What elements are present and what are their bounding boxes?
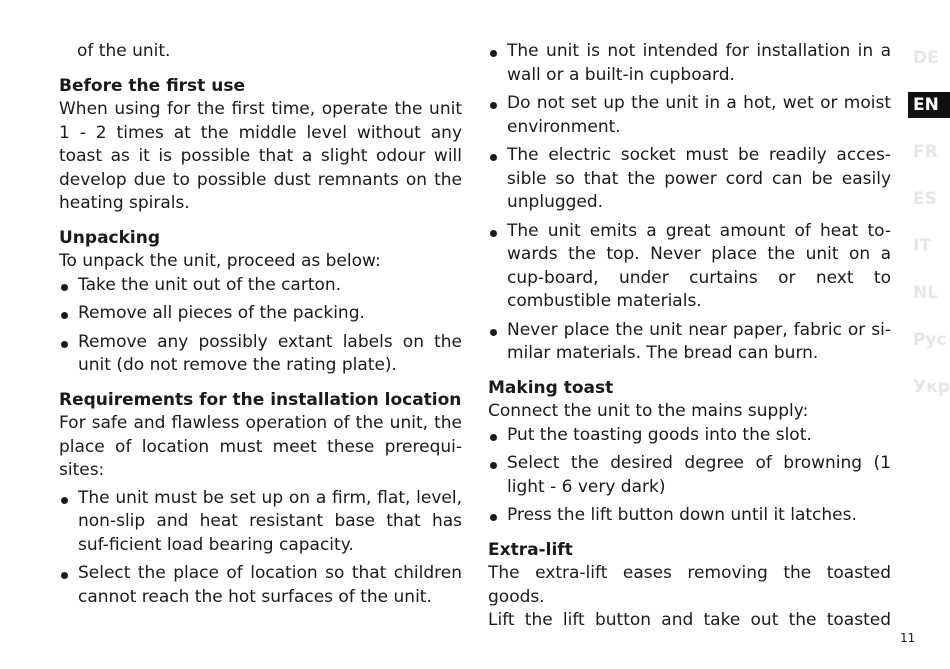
list-item: The unit is not intended for installation in a wall or a built-in cupboard. [488,40,891,87]
list-item: The unit emits a great amount of heat to-wards the top. Never place the unit on a cup-board, under curtains or next to combustible materials. [488,220,891,314]
tab-lang-it[interactable]: IT [908,233,950,259]
left-column [59,40,462,609]
installation-list-right [488,40,891,366]
before-first-use-text: When using for the first time, operate the unit 1 - 2 times at the middle level without any toast as it is possible that a slight odour will develop due to possible dust remnants on the heating spirals. [59,99,462,213]
tab-lang-uk[interactable]: Укр [908,374,950,400]
page-number: 11 [900,631,916,645]
list-item: Never place the unit near paper, fabric or si-milar materials. The bread can burn. [488,319,891,366]
heading-before-first-use: Before the first use [59,75,245,96]
heading-unpacking: Unpacking [59,227,161,248]
installation-list-left [59,487,462,610]
list-item: Do not set up the unit in a hot, wet or moist environment. [488,92,891,139]
unpacking-intro: To unpack the unit, proceed as below: [59,251,381,271]
bullet-icon [61,312,68,319]
heading-making-toast: Making toast [488,377,614,398]
list-item: Select the place of location so that children cannot reach the hot surfaces of the unit. [59,562,462,609]
extra-lift-text-2: Lift the lift button and take out the toasted [488,610,891,630]
list-item: Put the toasting goods into the slot. [488,424,891,448]
right-column [488,40,891,633]
extra-lift-text-1: The extra-lift eases removing the toasted goods. [488,563,891,607]
list-item: Take the unit out of the carton. [59,274,462,298]
bullet-icon [490,434,497,441]
bullet-icon [61,284,68,291]
list-item: Remove any possibly extant labels on the unit (do not remove the rating plate). [59,331,462,378]
making-toast-list [488,424,891,528]
bullet-icon [490,514,497,521]
language-tabs [908,45,950,421]
tab-lang-de[interactable]: DE [908,45,950,71]
heading-extra-lift: Extra-lift [488,539,573,560]
tab-lang-es[interactable]: ES [908,186,950,212]
bullet-icon [490,329,497,336]
tab-lang-en[interactable]: EN [908,92,950,118]
unpacking-list [59,274,462,378]
list-item: The electric socket must be readily acces-sible so that the power cord can be easily unplugged. [488,144,891,215]
bullet-icon [490,154,497,161]
heading-installation-location: Requirements for the installation location [59,389,462,410]
bullet-icon [490,102,497,109]
bullet-icon [490,462,497,469]
bullet-icon [490,230,497,237]
list-item: Press the lift button down until it latches. [488,504,891,528]
tab-lang-nl[interactable]: NL [908,280,950,306]
making-toast-intro: Connect the unit to the mains supply: [488,401,809,421]
bullet-icon [61,341,68,348]
tab-lang-fr[interactable]: FR [908,139,950,165]
bullet-icon [490,50,497,57]
intro-continuation: of the unit. [77,41,171,61]
bullet-icon [61,572,68,579]
list-item: The unit must be set up on a firm, flat, level, non-slip and heat resistant base that has suf-ficient load bearing capacity. [59,487,462,558]
bullet-icon [61,497,68,504]
list-item: Select the desired degree of browning (1 light - 6 very dark) [488,452,891,499]
installation-intro: For safe and flawless operation of the unit, the place of location must meet these prerequi-sites: [59,413,462,480]
list-item: Remove all pieces of the packing. [59,302,462,326]
tab-lang-ru[interactable]: Рус [908,327,950,353]
